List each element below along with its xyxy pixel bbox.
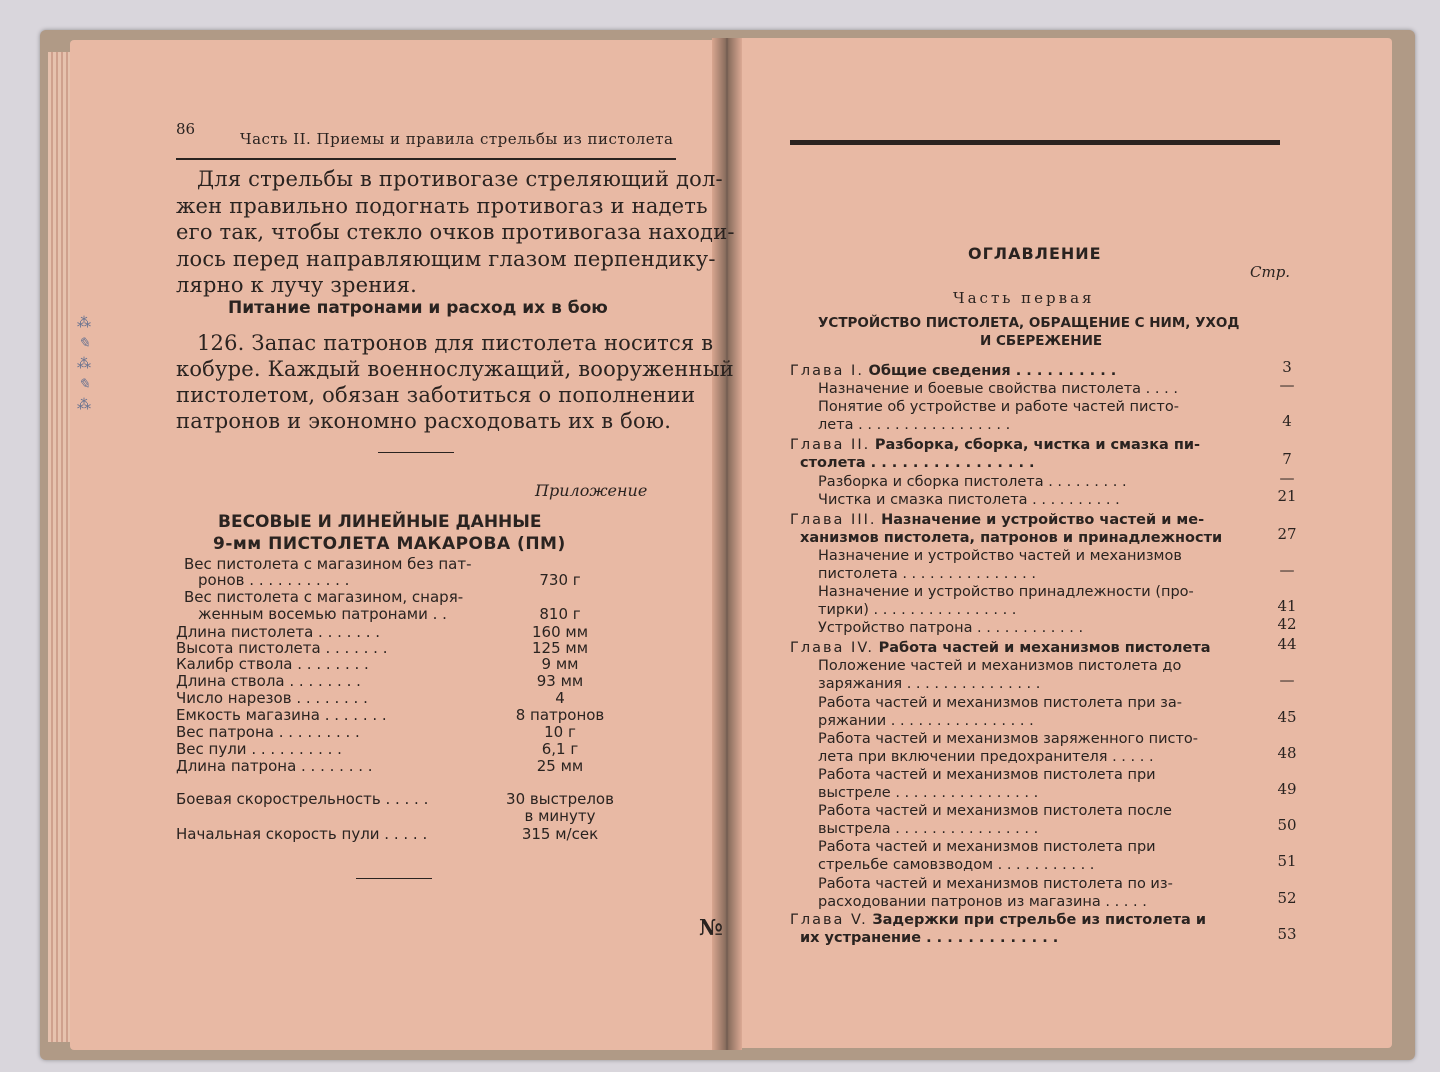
toc-page-number: — — [1279, 560, 1295, 579]
spec-value: 810 г — [539, 605, 581, 623]
chapter-title: ханизмов пистолета, патронов и принадлежности — [800, 529, 1223, 546]
section-heading: Питание патронами и расход их в бою — [228, 298, 608, 318]
chapter-number: Глава II. — [790, 437, 871, 454]
spec-label: Боевая скорострельность . . . . . — [176, 790, 429, 808]
toc-page-number: 50 — [1277, 816, 1297, 835]
spec-label: Высота пистолета . . . . . . . — [176, 639, 388, 657]
separator-rule — [356, 878, 432, 879]
spec-label: Число нарезов . . . . . . . . — [176, 689, 368, 707]
separator-rule — [378, 452, 454, 453]
paragraph-line: пистолетом, обязан заботиться о пополнении — [176, 383, 696, 407]
spec-value: 10 г — [544, 723, 576, 741]
spec-value: 30 выстрелов — [506, 790, 614, 808]
appendix-subtitle: 9-мм ПИСТОЛЕТА МАКАРОВА (ПМ) — [213, 534, 566, 554]
spec-value: 160 мм — [531, 623, 589, 641]
toc-entry: Чистка и смазка пистолета . . . . . . . . . . — [818, 491, 1120, 508]
page-column-label: Стр. — [1250, 263, 1291, 281]
toc-entry: Работа частей и механизмов пистолета по из- — [818, 875, 1173, 892]
spec-value: 4 — [555, 689, 565, 707]
header-rule — [176, 158, 676, 160]
appendix-title: ВЕСОВЫЕ И ЛИНЕЙНЫЕ ДАННЫЕ — [218, 512, 542, 532]
toc-entry: лета при включении предохранителя . . . . . — [818, 748, 1154, 765]
toc-page-number: 53 — [1277, 924, 1297, 943]
toc-page-number: — — [1279, 468, 1295, 487]
toc-chapter-entry — [800, 454, 1035, 472]
spec-value: 315 м/сек — [521, 825, 599, 843]
toc-page-number: 42 — [1277, 615, 1297, 634]
spec-label: Вес пистолета с магазином, снаря- — [184, 588, 464, 606]
spec-label: Емкость магазина . . . . . . . — [176, 706, 387, 724]
chapter-title: их устранение . . . . . . . . . . . . . — [800, 929, 1059, 946]
toc-entry: Разборка и сборка пистолета . . . . . . . . . — [818, 473, 1127, 490]
toc-page-number: 44 — [1277, 635, 1297, 654]
spec-label: ронов . . . . . . . . . . . — [198, 571, 350, 589]
toc-page-number: 4 — [1282, 412, 1292, 431]
part-title-cont: И СБЕРЕЖЕНИЕ — [980, 333, 1103, 349]
toc-entry: Назначение и устройство принадлежности (про- — [818, 584, 1194, 600]
toc-entry: тирки) . . . . . . . . . . . . . . . . — [818, 602, 1017, 619]
chapter-number: Глава I. — [790, 363, 864, 379]
toc-chapter-entry — [790, 436, 1200, 454]
toc-page-number: — — [1279, 376, 1295, 395]
toc-entry: пистолета . . . . . . . . . . . . . . . — [818, 565, 1036, 582]
toc-entry: Положение частей и механизмов пистолета до — [818, 658, 1182, 675]
ink-stamp-marks: ⁂ ✎ ⁂ ✎ ⁂ — [76, 315, 92, 413]
chapter-title: столета . . . . . . . . . . . . . . . . — [800, 455, 1035, 472]
toc-entry: Работа частей и механизмов пистолета при за- — [818, 694, 1183, 711]
toc-entry: выстреле . . . . . . . . . . . . . . . . — [818, 785, 1039, 801]
part-label: Часть первая — [953, 289, 1095, 307]
toc-entry: стрельбе самовзводом . . . . . . . . . . . — [818, 857, 1095, 874]
paragraph-line: 126. Запас патронов для пистолета носится в — [197, 331, 714, 355]
toc-page-number: 27 — [1277, 524, 1297, 543]
chapter-number: Глава III. — [790, 511, 877, 528]
toc-page-number: 41 — [1277, 597, 1297, 616]
toc-entry: выстрела . . . . . . . . . . . . . . . . — [818, 821, 1039, 838]
toc-entry: Назначение и устройство частей и механизмов — [818, 547, 1182, 564]
spec-value: в минуту — [524, 807, 596, 825]
toc-title: ОГЛАВЛЕНИЕ — [968, 244, 1102, 263]
spec-value: 25 мм — [536, 757, 584, 775]
chapter-title: Задержки при стрельбе из пистолета и — [872, 911, 1207, 928]
toc-page-number: 45 — [1277, 707, 1297, 726]
toc-entry: Работа частей и механизмов пистолета при — [818, 766, 1156, 783]
spec-label: Калибр ствола . . . . . . . . — [176, 655, 369, 673]
toc-entry: Работа частей и механизмов заряженного писто- — [818, 730, 1199, 747]
spec-label: Начальная скорость пули . . . . . — [176, 825, 428, 843]
toc-entry: Работа частей и механизмов пистолета после — [818, 803, 1172, 820]
chapter-title: Назначение и устройство частей и ме- — [881, 511, 1205, 528]
chapter-title: Общие сведения . . . . . . . . . . — [868, 363, 1117, 379]
paragraph-line: жен правильно подогнать противогаз и надеть — [176, 193, 708, 218]
spec-value: 125 мм — [531, 639, 589, 657]
spec-label: женным восемью патронами . . — [198, 605, 447, 623]
chapter-number: Глава IV. — [790, 640, 874, 657]
spec-value: 93 мм — [536, 672, 584, 690]
toc-entry: Понятие об устройстве и работе частей писто- — [818, 399, 1179, 416]
page-number: 86 — [176, 120, 196, 138]
margin-mark: № — [698, 915, 724, 941]
toc-page-number: 21 — [1277, 486, 1297, 505]
appendix-label: Приложение — [535, 481, 648, 500]
toc-page-number: 3 — [1282, 358, 1292, 376]
chapter-title: Работа частей и механизмов пистолета — [878, 640, 1211, 657]
spec-value: 8 патронов — [515, 706, 605, 724]
paragraph-line: Для стрельбы в противогазе стреляющий дол- — [197, 167, 723, 191]
toc-page-number: 51 — [1277, 852, 1297, 871]
toc-page-number: 49 — [1277, 780, 1297, 798]
toc-chapter-entry — [790, 362, 1116, 380]
paragraph-line: кобуре. Каждый военнослужащий, вооруженный — [176, 357, 734, 381]
toc-entry: Назначение и боевые свойства пистолета . . . . — [818, 381, 1178, 398]
toc-entry: Работа частей и механизмов пистолета при — [818, 839, 1156, 856]
toc-chapter-entry — [800, 529, 1222, 547]
spec-label: Длина патрона . . . . . . . . — [176, 757, 373, 775]
toc-page-number: 7 — [1282, 450, 1292, 469]
spec-label: Длина ствола . . . . . . . . — [176, 672, 361, 690]
toc-page-number: 48 — [1277, 743, 1297, 762]
paragraph-line: лярно к лучу зрения. — [176, 273, 417, 297]
toc-chapter-entry — [800, 929, 1058, 947]
spec-label: Вес пистолета с магазином без пат- — [184, 555, 472, 573]
spec-value: 730 г — [539, 571, 581, 589]
toc-entry: лета . . . . . . . . . . . . . . . . . — [818, 417, 1011, 434]
chapter-number: Глава V. — [790, 911, 868, 928]
toc-entry: Устройство патрона . . . . . . . . . . . . — [818, 620, 1084, 637]
toc-chapter-entry — [790, 511, 1204, 529]
spec-value: 6,1 г — [541, 740, 579, 758]
toc-page-number: 52 — [1277, 888, 1297, 907]
paragraph-line: лось перед направляющим глазом перпендику- — [176, 246, 716, 271]
toc-entry: расходовании патронов из магазина . . . . . — [818, 893, 1147, 910]
header-rule-thick — [790, 140, 1280, 145]
toc-page-number: — — [1279, 671, 1295, 690]
toc-entry: ряжании . . . . . . . . . . . . . . . . — [818, 712, 1034, 729]
running-head: Часть II. Приемы и правила стрельбы из пистолета — [240, 130, 674, 148]
spec-label: Вес патрона . . . . . . . . . — [176, 723, 360, 741]
paragraph-line: патронов и экономно расходовать их в бою. — [176, 409, 672, 433]
chapter-title: Разборка, сборка, чистка и смазка пи- — [874, 437, 1201, 454]
toc-chapter-entry — [790, 911, 1206, 929]
spec-label: Вес пули . . . . . . . . . . — [176, 740, 342, 758]
toc-chapter-entry — [790, 639, 1211, 657]
paragraph-line: его так, чтобы стекло очков противогаза находи- — [176, 220, 735, 244]
part-title: УСТРОЙСТВО ПИСТОЛЕТА, ОБРАЩЕНИЕ С НИМ, УХОД — [818, 315, 1240, 331]
toc-entry: заряжания . . . . . . . . . . . . . . . — [818, 676, 1041, 693]
spec-value: 9 мм — [541, 655, 579, 673]
spec-label: Длина пистолета . . . . . . . — [176, 623, 381, 641]
